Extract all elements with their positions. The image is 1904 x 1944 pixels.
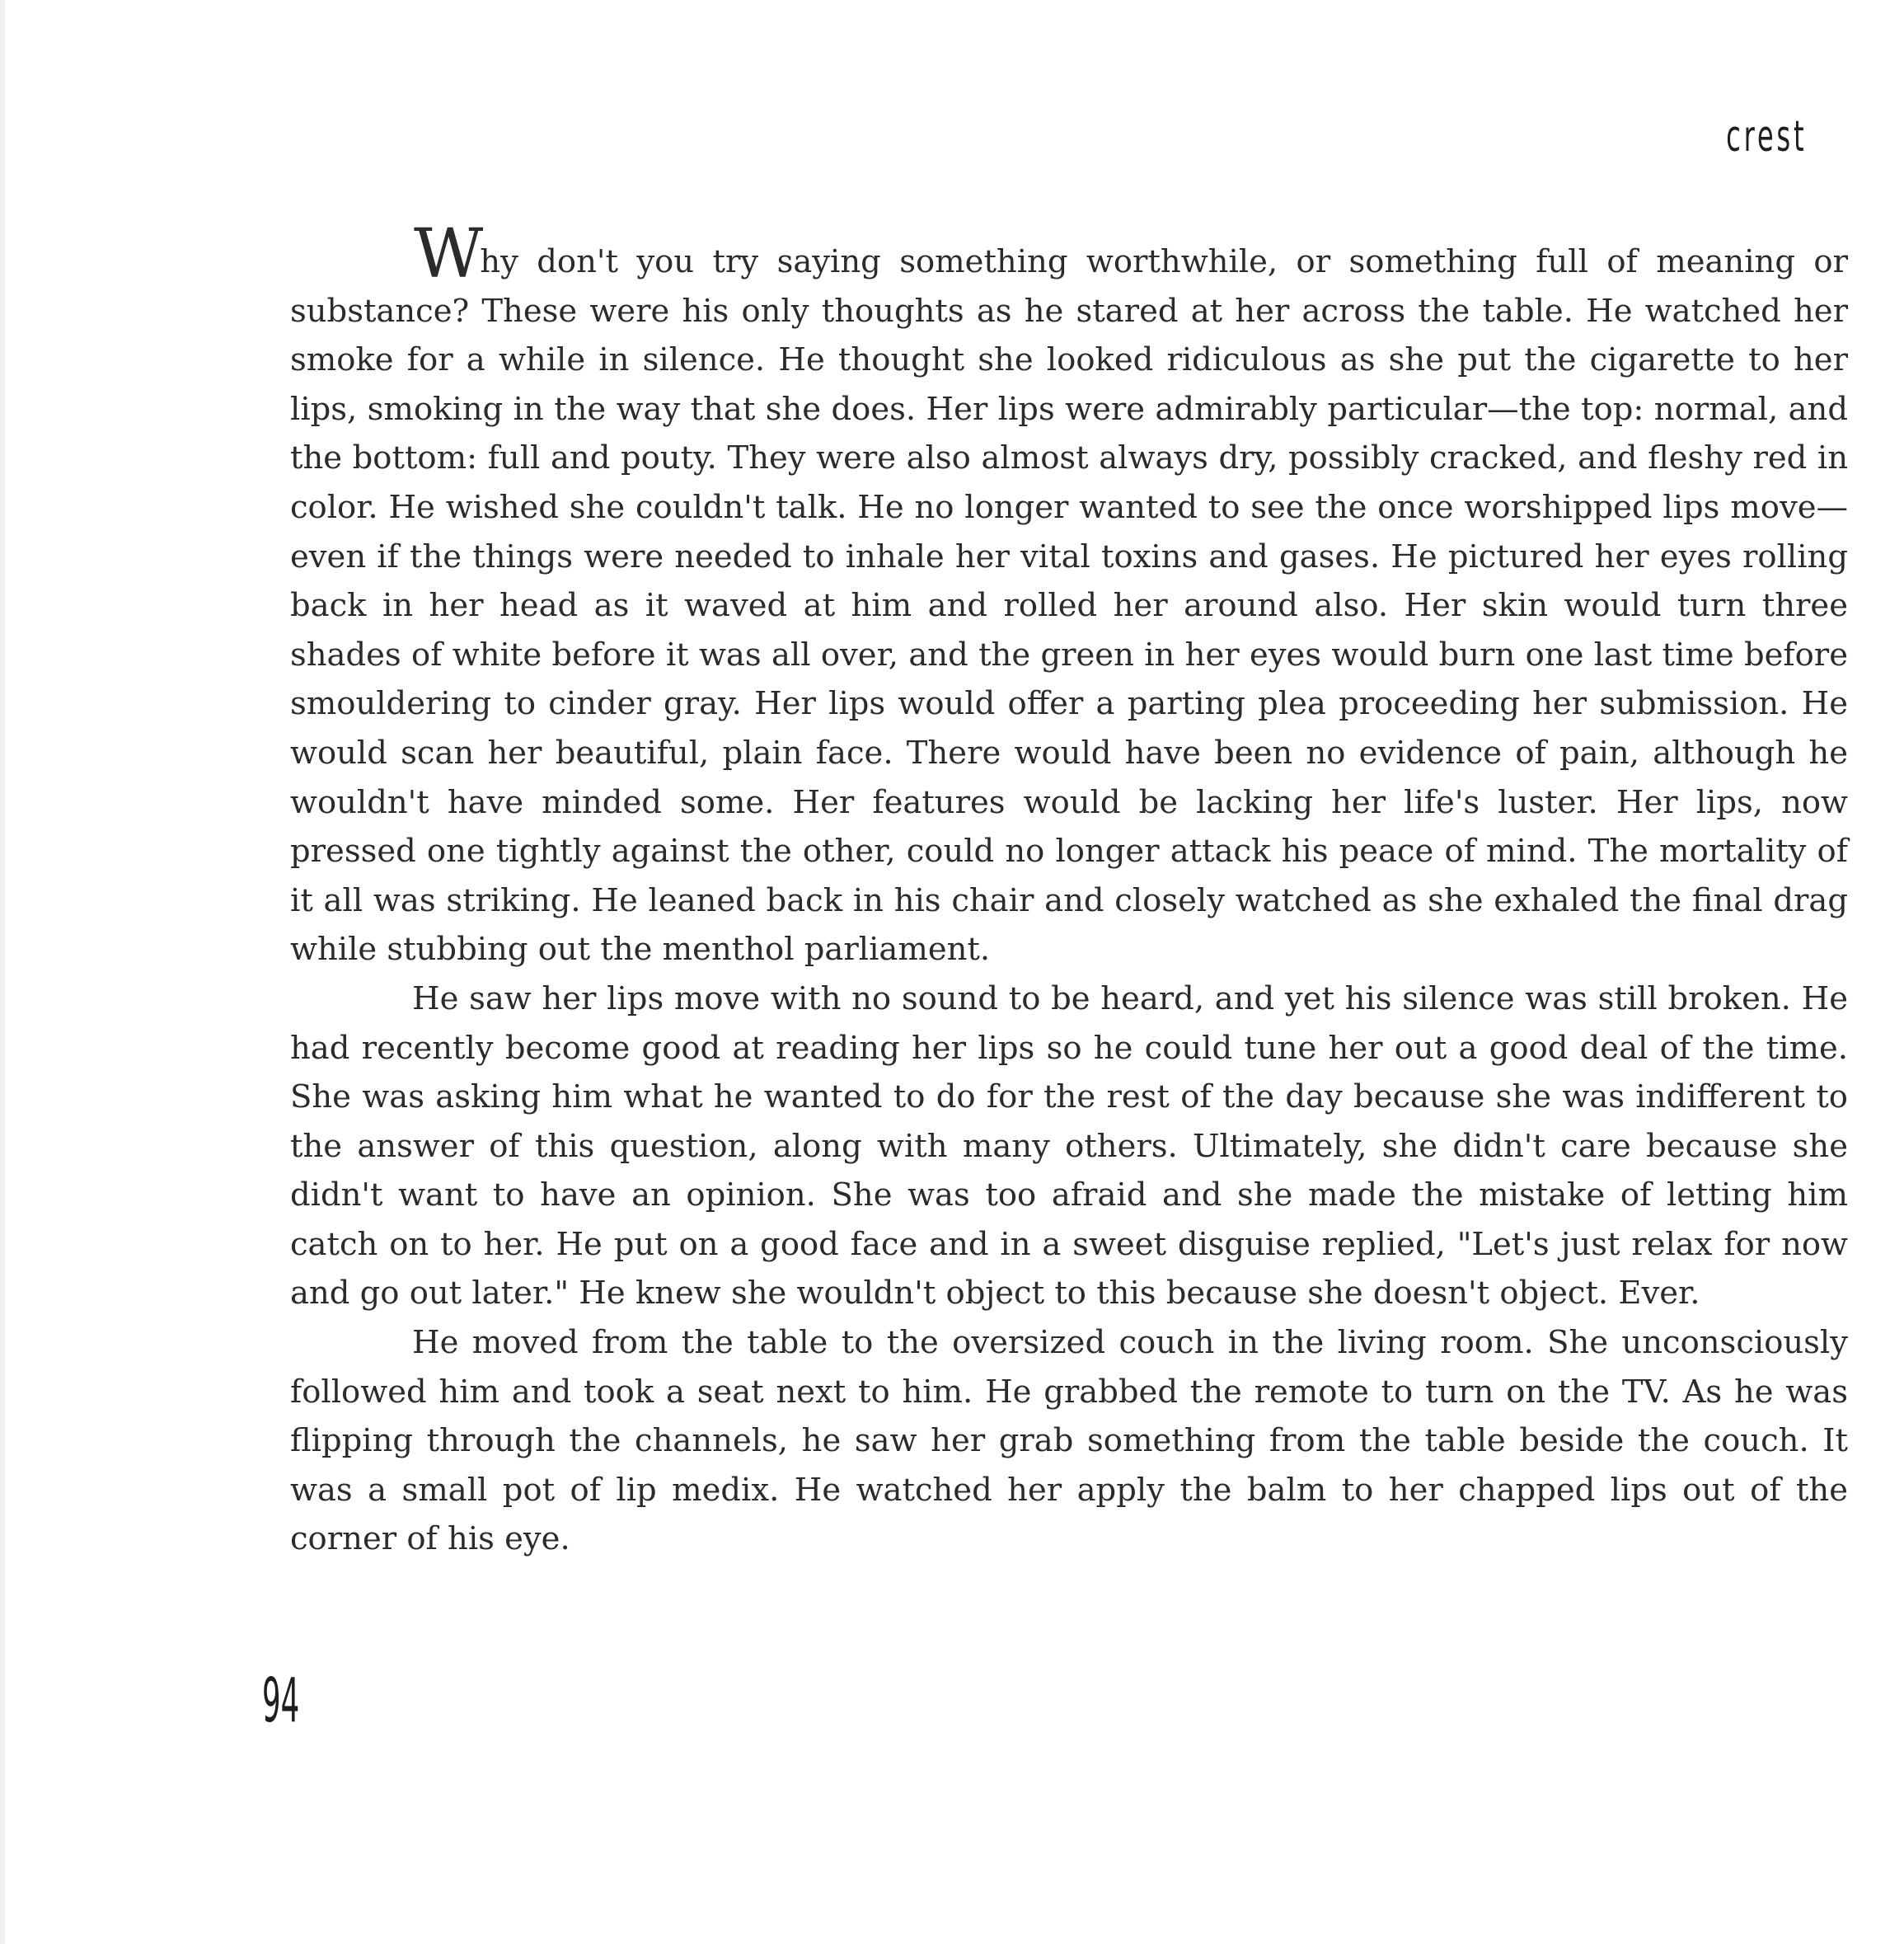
- paragraph-1: [290, 215, 1848, 974]
- story-body: [290, 215, 1848, 1564]
- paragraph-1-text: hy don't you try saying something worthwhile, or something full of meaning or substance? These were his only thoughts as he stared at her across the table. He watched her smoke for a while in silence. He thought she looked ridiculous as she put the cigarette to her lips, smoking in the way that she does. Her lips were admirably particular—the top: normal, and the bottom: full and pouty. They were also almost always dry, possibly cracked, and fleshy red in color. He wished she couldn't talk. He no longer wanted to see the once worshipped lips move—even if the things were needed to inhale her vital toxins and gases. He pictured her eyes rolling back in her head as it waved at him and rolled her around also. Her skin would turn three shades of white before it was all over, and the green in her eyes would burn one last time before smouldering to cinder gray. Her lips would offer a parting plea proceeding her submission. He would scan her beautiful, plain face. There would have been no evidence of pain, although he wouldn't have minded some. Her features would be lacking her life's luster. Her lips, now pressed one tightly against the other, could no longer attack his peace of mind. The mortality of it all was striking. He leaned back in his chair and closely watched as she exhaled the final drag while stubbing out the menthol parliament.: [290, 243, 1848, 969]
- page-gutter-shade: [0, 0, 5, 1944]
- drop-cap: W: [414, 215, 481, 293]
- running-head: crest: [1725, 112, 1807, 162]
- paragraph-3: He moved from the table to the oversized couch in the living room. She unconsciously followed him and took a seat next to him. He grabbed the remote to turn on the TV. As he was flipping through the channels, he saw her grab something from the table beside the couch. It was a small pot of lip medix. He watched her apply the balm to her chapped lips out of the corner of his eye.: [290, 1324, 1848, 1558]
- page-number: 94: [262, 1665, 300, 1736]
- paragraph-2: He saw her lips move with no sound to be heard, and yet his silence was still broken. He had recently become good at reading her lips so he could tune her out a good deal of the time. She was asking him what he wanted to do for the rest of the day because she was indifferent to the answer of this question, along with many others. Ultimately, she didn't care because she didn't want to have an opinion. She was too afraid and she made the mistake of letting him catch on to her. He put on a good face and in a sweet disguise replied, "Let's just relax for now and go out later." He knew she wouldn't object to this because she doesn't object. Ever.: [290, 979, 1848, 1312]
